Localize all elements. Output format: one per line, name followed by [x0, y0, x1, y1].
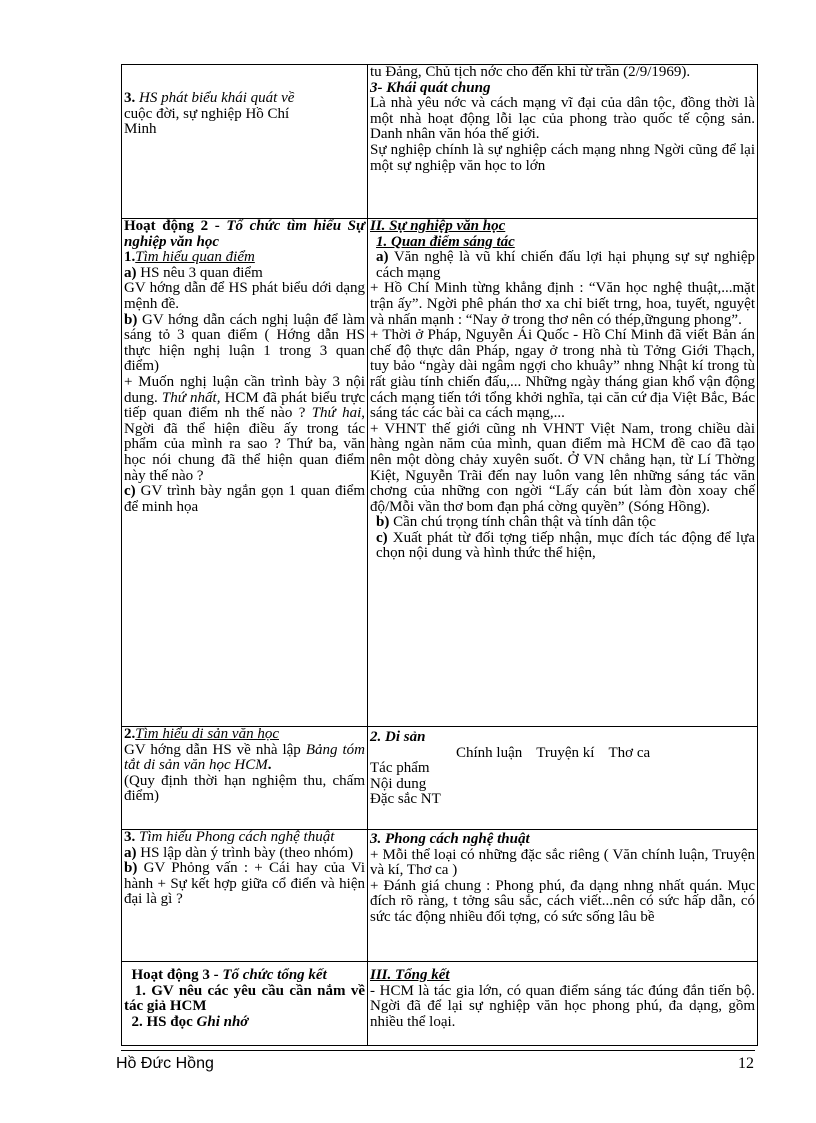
item-number: 1.	[124, 249, 136, 266]
footer-divider	[121, 1050, 755, 1051]
step-label: c)	[124, 483, 136, 500]
lesson-table	[121, 64, 758, 1046]
activity-cell	[122, 830, 368, 962]
section-heading: III. Tổng kết	[370, 967, 450, 983]
activity-name: Tổ chức tìm hiểu Sự nghiệp văn học	[124, 218, 365, 250]
step-text: GV hớng dẫn để HS phát biểu dới dạng mệnh đề.	[124, 280, 365, 312]
step-label: a)	[124, 264, 137, 281]
table-row	[122, 962, 758, 1046]
point-label: a)	[376, 249, 389, 266]
content-cell	[368, 727, 758, 830]
paragraph	[370, 515, 755, 531]
step-text: .	[267, 757, 272, 774]
item-number: 3.	[124, 829, 136, 845]
step-text: + Muốn nghị luận cần trình bày 3 nội dung.	[124, 373, 365, 406]
paragraph: + Thời ở Pháp, Nguyễn Ái Quốc - Hồ Chí Minh đã viết Bản án chế độ thực dân Pháp, ngay ở trong nhà tù Tởng Giới Thạch, tuy bảo “ngày dài ngâm ngợi cho khuây” nhng Nhật kí trong tù rất giàu tính chiến đấu,... Những ngày tháng gian khổ vận động cách mạng tiến tới tổng khởi nghĩa, tại căn cứ địa Việt Bắc, Bác sáng tác các bài ca cách mạng,...	[370, 327, 755, 422]
activity-label: Hoạt động 3 -	[124, 967, 223, 983]
subsection	[124, 830, 365, 846]
subsection	[124, 250, 365, 266]
paragraph: + Đánh giá chung : Phong phú, đa dạng nhng nhất quán. Mục đích rõ ràng, t tởng sâu sắc, cách viết...nên có sức hấp dẫn, có sức tác động nhiều đối tợng, có sức sống lâu bề	[370, 877, 755, 925]
step-label: b)	[124, 860, 138, 877]
paragraph	[370, 531, 755, 562]
step	[124, 266, 365, 282]
subsection	[124, 727, 365, 743]
point-label: b)	[376, 514, 390, 531]
point-text: Xuất phát từ đối tợng tiếp nhận, mục đích tác động để lựa chọn nội dung và hình thức thể hiện,	[376, 529, 755, 562]
item-number: 3.	[124, 90, 139, 106]
activity-cell	[122, 219, 368, 727]
page-number: 12	[738, 1055, 754, 1072]
subsection-title: Tìm hiểu Phong cách nghệ thuật	[135, 829, 335, 845]
activity-cell	[122, 65, 368, 219]
activity-title	[124, 968, 365, 984]
activity-cell	[122, 727, 368, 830]
step-text: GV trình bày ngắn gọn 1 quan điểm để minh họa	[124, 483, 365, 515]
step	[124, 743, 365, 774]
step-text: 1. GV nêu các yêu cầu cần nắm về tác giả HCM	[124, 982, 369, 1015]
step-text: HS nêu 3 quan điểm	[136, 264, 263, 281]
section-heading: 2. Di sản	[370, 729, 426, 745]
left-line: Minh	[124, 121, 157, 138]
column-header: Thơ ca	[608, 744, 651, 761]
content-cell	[368, 830, 758, 962]
activity-name: Tổ chức tổng kết	[222, 967, 327, 983]
step-label: a)	[124, 844, 137, 861]
point-label: c)	[376, 529, 388, 546]
step	[124, 313, 365, 375]
left-line: cuộc đời, sự nghiệp Hồ Chí	[124, 105, 290, 122]
step-emphasis: Bảng tóm tắt di sản văn học HCM	[124, 741, 365, 774]
content-cell	[368, 219, 758, 727]
paragraph: Là nhà yêu nớc và cách mạng vĩ đại của dân tộc, đồng thời là một nhà hoạt động lỗi lạc của phong trào quốc tế cộng sản. Danh nhân văn hóa thế giới.	[370, 95, 755, 143]
paragraph: + Mỗi thể loại có những đặc sắc riêng ( Văn chính luận, Truyện và kí, Thơ ca )	[370, 846, 755, 879]
paragraph: + Hồ Chí Minh từng khẳng định : “Văn học nghệ thuật,...mặt trận ấy”. Ngời phê phán thơ xa chỉ biết trng, hoa, tuyết, nguyệt và nhấn mạnh : “Nay ở trong thơ nên có thép,ữngung phong”.	[370, 280, 755, 328]
step-text: (Quy định thời hạn nghiệm thu, chấm điểm)	[124, 772, 365, 805]
step	[124, 861, 365, 908]
subsection-title: Tìm hiểu quan điểm	[135, 249, 255, 266]
step-emphasis: Ghi nhớ	[196, 1013, 249, 1030]
content-cell	[368, 65, 758, 219]
lesson-table-container	[121, 64, 755, 1046]
paragraph: - HCM là tác gia lớn, có quan điểm sáng tác đúng đắn tiến bộ. Ngời đã để lại sự nghiệp văn học phong phú, đa dạng, gồm nhiều thể loại.	[370, 982, 755, 1030]
item-number: 2.	[124, 726, 136, 742]
step	[124, 484, 365, 515]
section-heading: II. Sự nghiệp văn học	[370, 218, 506, 234]
column-header: Chính luận	[456, 744, 523, 761]
step	[124, 1015, 365, 1031]
paragraph: tu Đảng, Chủ tịch nớc cho đến khi từ trần (2/9/1969).	[370, 64, 691, 80]
step-text: GV hớng dẫn HS về nhà lập	[124, 741, 306, 758]
column-header: Truyện kí	[536, 744, 595, 761]
section-heading: 3- Khái quát chung	[370, 79, 491, 96]
footer-author: Hồ Đức Hồng	[116, 1055, 214, 1072]
point-text: Văn nghệ là vũ khí chiến đấu lợi hại phụng sự sự nghiệp cách mạng	[376, 249, 755, 281]
table-row	[122, 219, 758, 727]
step-text: GV Phỏng vấn : + Cái hay của Vi hành + Sự kết hợp giữa cổ điển và hiện đại là gì ?	[124, 860, 365, 908]
step	[124, 846, 365, 862]
activity-label: Hoạt động 2 -	[124, 218, 227, 234]
table-row	[122, 727, 758, 830]
paragraph	[370, 250, 755, 281]
item-title: HS phát biểu khái quát về	[139, 90, 295, 106]
section-heading: 3. Phong cách nghệ thuật	[370, 831, 530, 847]
activity-cell	[122, 962, 368, 1046]
step-text: GV hớng dẫn cách nghị luận để làm sáng tỏ 3 quan điểm ( Hớng dẫn HS thực hiện nghị luận 1 trong 3 quan điểm)	[124, 311, 365, 375]
subsection-title: Tìm hiểu di sản văn học	[135, 726, 279, 742]
table-row	[122, 830, 758, 962]
paragraph: + VHNT thế giới cũng nh VHNT Việt Nam, trong chiều dài hàng ngàn năm của mình, quan điểm mà HCM đề cao đã tạo nên một dòng chảy xuyên suốt. Ở VN chẳng hạn, từ Lí Thờng Kiệt, Nguyễn Trãi đến nay luôn vang lên những sáng tác văn chơng của những con ngời “Lấy cán bút làm đòn xoay chế độ/Mỗi vần thơ bom đạn phá cờng quyền” (Sóng Hồng).	[370, 420, 755, 515]
step-text: , Ngời đã thể hiện điều ấy trong tác phẩm của mình ra sao ? Thứ ba, văn học nói chung đã thể hiện quan điểm này thế nào ?	[124, 405, 365, 484]
row-label: Tác phẩm	[370, 760, 430, 777]
step-emphasis: Thứ hai	[311, 405, 362, 422]
row-label: Đặc sắc NT	[370, 791, 441, 808]
row-label: Nội dung	[370, 775, 427, 792]
step-text: HCM đã phát biểu trực tiếp quan điểm nh thế nào ?	[124, 389, 366, 422]
left-line	[124, 91, 365, 107]
point-text: Cần chú trọng tính chân thật và tính dân tộc	[389, 514, 656, 531]
subsection-heading: 1. Quan điểm sáng tác	[376, 233, 515, 250]
step-label: 2. HS đọc	[124, 1013, 197, 1030]
content-cell	[368, 962, 758, 1046]
paragraph: Sự nghiệp chính là sự nghiệp cách mạng nhng Ngời cũng để lại một sự nghiệp văn học to lớn	[370, 141, 755, 174]
step	[124, 375, 365, 484]
step-label: b)	[124, 311, 138, 328]
table-row	[122, 65, 758, 219]
step-text: HS lập dàn ý trình bày (theo nhóm)	[136, 844, 354, 861]
step-emphasis: Thứ nhất,	[161, 389, 221, 406]
heritage-columns	[370, 746, 755, 762]
activity-title	[124, 219, 365, 250]
